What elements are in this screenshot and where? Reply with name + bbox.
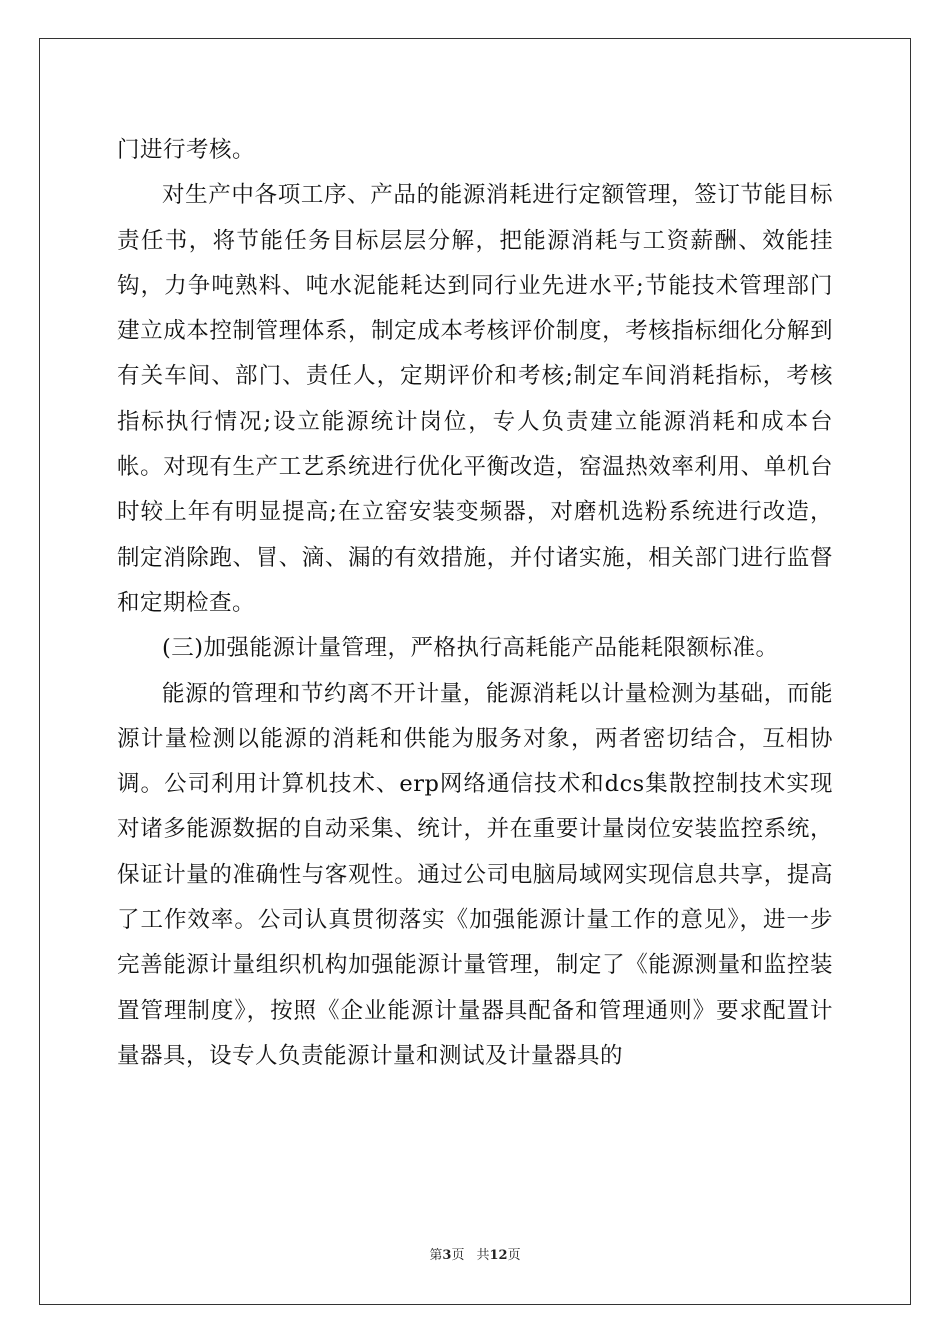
total-prefix: 共 [476,1248,490,1263]
page-footer [0,1244,950,1263]
section-heading-3: (三)加强能源计量管理，严格执行高耗能产品能耗限额标准。 [162,635,779,662]
paragraph-continuation: 门进行考核。 [117,137,256,163]
document-body [117,128,833,1079]
page-number: 3 [442,1248,452,1263]
paragraph-metering: 能源的管理和节约离不开计量，能源消耗以计量检测为基础，而能源计量检测以能源的消耗和供能为服务对象，两者密切结合，互相协调。公司利用计算机技术、erp网络通信技术和dcs集散控制技术实现对诸多能源数据的自动采集、统计，并在重要计量岗位安装监控系统，保证计量的准确性与客观性。通过公司电脑局域网实现信息共享，提高了工作效率。公司认真贯彻落实《加强能源计量工作的意见》，进一步完善能源计量组织机构加强能源计量管理，制定了《能源测量和监控装置管理制度》，按照《企业能源计量器具配备和管理通则》要求配置计量器具，设专人负责能源计量和测试及计量器具的 [117,680,833,1069]
total-pages: 12 [489,1248,508,1263]
total-suffix: 页 [507,1248,521,1263]
page-suffix: 页 [451,1248,465,1263]
paragraph-quota-management: 对生产中各项工序、产品的能源消耗进行定额管理，签订节能目标责任书，将节能任务目标层层分解，把能源消耗与工资薪酬、效能挂钩，力争吨熟料、吨水泥能耗达到同行业先进水平;节能技术管理部门建立成本控制管理体系，制定成本考核评价制度，考核指标细化分解到有关车间、部门、责任人，定期评价和考核;制定车间消耗指标，考核指标执行情况;设立能源统计岗位，专人负责建立能源消耗和成本台帐。对现有生产工艺系统进行优化平衡改造，窑温热效率利用、单机台时较上年有明显提高;在立窑安装变频器，对磨机选粉系统进行改造，制定消除跑、冒、滴、漏的有效措施，并付诸实施，相关部门进行监督和定期检查。 [117,182,833,616]
page-prefix: 第 [429,1248,443,1263]
